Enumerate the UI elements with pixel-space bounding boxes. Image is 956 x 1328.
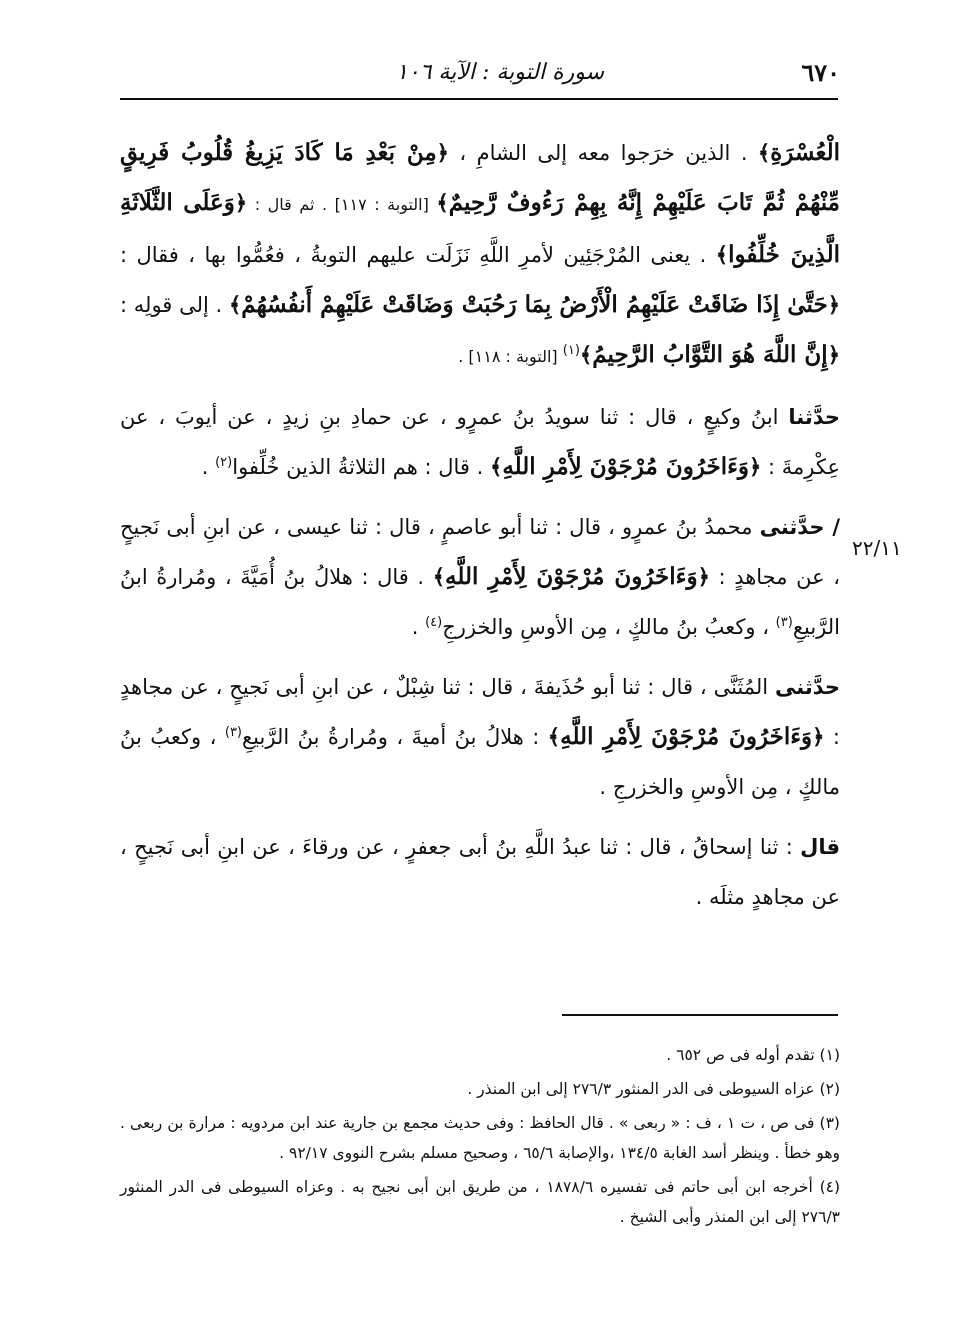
text-run: . إلى قولِه :	[120, 293, 229, 317]
quran-verse: وَءَاخَرُونَ مُرْجَوْنَ لِأَمْرِ اللَّهِ	[445, 563, 698, 590]
verse-close-bracket: ﴾	[228, 293, 242, 317]
verse-open-bracket: ﴿	[827, 293, 841, 317]
verse-open-bracket: ﴿	[812, 725, 825, 749]
quran-verse: وَءَاخَرُونَ مُرْجَوْنَ لِأَمْرِ اللَّهِ	[560, 723, 813, 750]
verse-close-bracket: ﴾	[579, 343, 593, 367]
paragraph-1	[120, 128, 840, 382]
quran-verse: إِنَّ اللَّهَ هُوَ التَّوَّابُ الرَّحِيمُ	[592, 341, 828, 368]
paragraph-5	[120, 822, 840, 922]
hadith-lead-word: حدَّثنا	[788, 405, 840, 429]
text-run: ، وكعبُ بنُ مالكٍ ، مِن الأوسِ والخزرجِ .	[120, 725, 840, 799]
quran-verse: حَتَّىٰ إِذَا ضَاقَتْ عَلَيْهِمُ الْأَرْضُ بِمَا رَحُبَتْ وَضَاقَتْ عَلَيْهِمْ أَنفُسُهُمْ	[241, 291, 828, 318]
text-run: ابنُ وكيعٍ ، قال : ثنا سويدُ بنُ عمرٍو ، عن حمادِ بنِ زيدٍ ، عن أيوبَ ، عن عِكْرِمةَ :	[120, 405, 840, 479]
running-title: سورة التوبة : الآية ١٠٦	[395, 60, 605, 85]
text-run: .	[411, 615, 426, 639]
footnote-marker[interactable]: (١)	[562, 343, 580, 358]
verse-close-bracket: ﴾	[547, 725, 561, 749]
verse-close-bracket: ﴾	[436, 191, 449, 215]
text-run: محمدُ بنُ عمرٍو ، قال : ثنا أبو عاصمٍ ، قال : ثنا عيسى ، عن ابنِ أبى نَجيحٍ ، عن مجاهدٍ :	[120, 515, 841, 589]
footnote-4: (٤) أخرجه ابن أبى حاتم فى تفسيره ١٨٧٨/٦ ، من طريق ابن أبى نجيح به . وعزاه السيوطى فى الدر المنثور ٢٧٦/٣ إلى ابن المنذر وأبى الشيخ .	[120, 1178, 841, 1226]
verse-open-bracket: ﴿	[697, 565, 710, 589]
footnotes	[120, 1040, 840, 1236]
header-rule	[120, 98, 838, 100]
verse-close-bracket: ﴾	[432, 565, 446, 589]
footnote-separator	[562, 1014, 838, 1016]
verse-close-bracket: ﴾	[490, 455, 503, 479]
text-run: . قال : هلالُ بنُ أُمَيَّةَ ، ومُرارةُ ابنُ الرَّبيعِ	[120, 565, 840, 639]
text-run: .	[201, 455, 216, 479]
quran-verse: الْعُسْرَةِ	[770, 139, 840, 166]
main-text	[120, 128, 840, 932]
verse-open-bracket: ﴿	[234, 191, 248, 215]
text-run: : هلالُ بنُ أميةَ ، ومُرارةُ بنُ الرَّبيعِ	[242, 725, 548, 749]
footnote-marker[interactable]: (٤)	[425, 615, 443, 630]
text-run: . الذين خرَجوا معه إلى الشامِ ،	[448, 141, 758, 165]
hadith-lead-word: حدَّثنى	[775, 675, 840, 699]
text-run: . قال : هم الثلاثةُ الذين خُلِّفوا	[232, 455, 490, 479]
verse-open-bracket: ﴿	[749, 455, 762, 479]
verse-reference: [التوبة : ١١٨] .	[458, 347, 563, 366]
hadith-lead-word: قال	[800, 835, 840, 859]
text-run: ، وكعبُ بنُ مالكٍ ، مِن الأوسِ والخزرجِ	[442, 615, 776, 639]
footnote-1: (١) تقدم أوله فى ص ٦٥٢ .	[666, 1046, 840, 1064]
text-run: . يعنى المُرْجَئِين لأمرِ اللَّهِ نَزَلَت عليهم التوبةُ ، فعُمُّوا بها ، فقال :	[120, 243, 716, 267]
verse-reference: [التوبة : ١١٧] . ثم قال :	[247, 195, 437, 214]
footnote-2: (٢) عزاه السيوطى فى الدر المنثور ٢٧٦/٣ إلى ابن المنذر .	[467, 1080, 840, 1098]
quran-verse: وَءَاخَرُونَ مُرْجَوْنَ لِأَمْرِ اللَّهِ	[502, 453, 750, 480]
paragraph-4	[120, 662, 840, 812]
page-number: ٦٧٠	[801, 58, 840, 87]
verse-close-bracket: ﴾	[757, 141, 771, 165]
paragraph-2	[120, 392, 840, 492]
hadith-lead-word: حدَّثنى	[759, 515, 825, 539]
footnote-marker[interactable]: (٣)	[775, 615, 793, 630]
margin-reference: ٢٢/١١	[852, 536, 902, 560]
verse-open-bracket: ﴿	[436, 141, 449, 165]
footnote-3: (٣) فى ص ، ت ١ ، ف : « ربعى » . قال الحافظ : وفى حديث مجمع بن جارية عند ابن مردويه : مرارة بن ربعى . وهو خطأ . وينظر أسد الغابة ١٣٤/٥ ،والإصابة ٦٥/٦ ، وصحيح مسلم بشرح النووى ٩٢/١٧ .	[120, 1114, 840, 1162]
verse-close-bracket: ﴾	[715, 243, 729, 267]
quran-verse: وَعَلَى الثَّلَاثَةِ الَّذِينَ خُلِّفُوا	[120, 189, 840, 268]
footnote-marker[interactable]: (٢)	[215, 455, 233, 470]
text-run: المُثَنَّى ، قال : ثنا أبو حُذَيفةَ ، قال : ثنا شِبْلٌ ، عن ابنِ أبى نَجيحٍ ، عن مجاهدٍ :	[120, 675, 840, 749]
paragraph-3	[120, 502, 840, 652]
verse-open-bracket: ﴿	[827, 343, 840, 367]
page-header	[120, 54, 840, 90]
quran-verse: مِنْ بَعْدِ مَا كَادَ يَزِيغُ قُلُوبُ فَرِيقٍ مِّنْهُمْ ثُمَّ تَابَ عَلَيْهِمْ إِنَّهُ بِهِمْ رَءُوفٌ رَّحِيمٌ	[120, 139, 840, 216]
text-run: : ثنا إسحاقُ ، قال : ثنا عبدُ اللَّهِ بنُ أبى جعفرٍ ، عن ورقاءَ ، عن ابنِ أبى نَجيحٍ ، عن مجاهدٍ مثلَه .	[120, 835, 840, 909]
footnote-marker[interactable]: (٣)	[224, 725, 242, 740]
folio-slash: /	[824, 515, 840, 539]
